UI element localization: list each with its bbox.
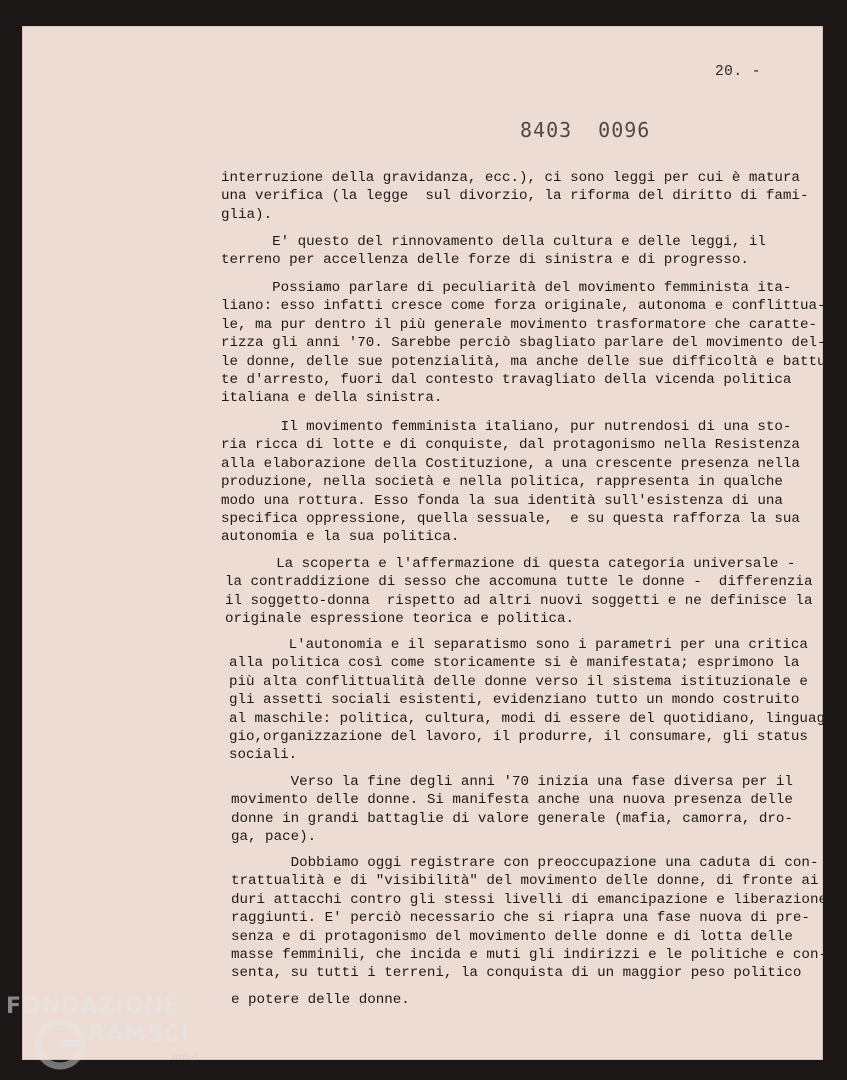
paragraph-1 — [221, 169, 808, 224]
text-line: senta, su tutti i terreni, la conquista di un maggior peso politico — [231, 965, 802, 982]
text-line: modo una rottura. Esso fonda la sua identità sull'esistenza di una — [221, 492, 783, 509]
text-line: originale espressione teorica e politica. — [225, 611, 575, 628]
text-line: Dobbiamo oggi registrare con preoccupazione una caduta di con- — [231, 855, 819, 871]
text-line: terreno per accellenza delle forze di sinistra e di progresso. — [221, 252, 749, 269]
text-line: gio,organizzazione del lavoro, il produrre, il consumare, gli status — [229, 729, 808, 746]
archive-stamp — [520, 118, 650, 142]
text-line: senza e di protagonismo del movimento delle donne e di lotta delle — [231, 928, 793, 945]
text-line: glia). — [221, 206, 273, 223]
text-line: autonomia e la sua politica. — [221, 529, 460, 546]
text-line: E' questo del rinnovamento della cultura e delle leggi, il — [221, 234, 766, 250]
text-line: la contraddizione di sesso che accomuna tutte le donne - differenzia — [225, 574, 813, 591]
paragraph-7 — [231, 773, 793, 847]
text-line: Possiamo parlare di peculiarità del movimento femminista ita- — [221, 280, 792, 296]
text-line: duri attacchi contro gli stessi livelli di emancipazione e liberazione — [231, 891, 827, 908]
text-line: più alta conflittualità delle donne verso il sistema istituzionale e — [229, 673, 808, 690]
text-line: ga, pace). — [231, 829, 317, 846]
text-line: L'autonomia e il separatismo sono i parametri per una critica — [229, 637, 808, 653]
text-line: al maschile: politica, cultura, modi di essere del quotidiano, linguag- — [229, 710, 834, 727]
stamp-code-2: 0096 — [598, 118, 651, 142]
text-line: Il movimento femminista italiano, pur nutrendosi di una sto- — [221, 419, 792, 435]
text-line: gli assetti sociali esistenti, evidenziano tutto un mondo costruito — [229, 692, 800, 709]
text-line: ria ricca di lotte e di conquiste, dal protagonismo nella Resistenza — [221, 437, 800, 454]
paragraph-4 — [221, 418, 800, 547]
text-line: le, ma pur dentro il più generale movimento trasformatore che caratte- — [221, 316, 817, 333]
text-line: donne in grandi battaglie di valore generale (mafia, camorra, dro- — [231, 810, 793, 827]
text-line: liano: esso infatti cresce come forza originale, autonoma e conflittua- — [221, 298, 826, 315]
watermark-suffix: onlus — [172, 1052, 199, 1063]
text-line: Verso la fine degli anni '70 inizia una fase diversa per il — [231, 774, 793, 790]
text-line: movimento delle donne. Si manifesta anche una nuova presenza delle — [231, 792, 793, 809]
text-line: trattualità e di "visibilità" del movimento delle donne, di fronte ai — [231, 873, 819, 890]
text-line: sociali. — [229, 747, 298, 764]
paragraph-3 — [221, 279, 834, 408]
watermark-line1: FONDAZIONE — [6, 994, 180, 1019]
text-line: le donne, delle sue potenzialità, ma anche delle sue difficoltà e battu- — [221, 353, 834, 370]
paragraph-6 — [229, 636, 834, 765]
text-line: alla politica così come storicamente si è manifestata; esprimono la — [229, 655, 800, 672]
text-line: rizza gli anni '70. Sarebbe perciò sbagliato parlare del movimento del- — [221, 335, 826, 352]
fondazione-gramsci-watermark — [0, 990, 220, 1080]
text-line: raggiunti. E' perciò necessario che si riapra una fase nuova di pre- — [231, 910, 810, 927]
text-line: interruzione della gravidanza, ecc.), ci sono leggi per cui è matura — [221, 170, 800, 186]
text-line: una verifica (la legge sul divorzio, la riforma del diritto di fami- — [221, 188, 809, 205]
paragraph-5 — [225, 555, 812, 629]
g-logo-icon — [30, 1010, 90, 1070]
paragraph-2 — [221, 233, 766, 270]
text-line: te d'arresto, fuori dal contesto travagliato della vicenda politica — [221, 372, 792, 389]
page-number: 20. - — [714, 64, 761, 80]
text-line: alla elaborazione della Costituzione, a una crescente presenza nella — [221, 455, 800, 472]
paragraph-8 — [231, 854, 827, 1009]
text-line: La scoperta e l'affermazione di questa categoria universale - — [225, 556, 796, 572]
text-line: specifica oppressione, quella sessuale, e su questa rafforza la sua — [221, 511, 800, 528]
document-page — [22, 26, 834, 1060]
watermark-line2: RAMSCI — [88, 1022, 191, 1047]
text-line: italiana e della sinistra. — [221, 390, 443, 407]
text-line: produzione, nella società e nella politica, rappresenta in qualche — [221, 474, 783, 491]
text-line: masse femminili, che incida e muti gli indirizzi e le politiche e con- — [231, 947, 827, 964]
text-line: e potere delle donne. — [231, 991, 410, 1008]
stamp-code-1: 8403 — [520, 118, 573, 142]
text-line: il soggetto-donna rispetto ad altri nuovi soggetti e ne definisce la — [225, 592, 813, 609]
